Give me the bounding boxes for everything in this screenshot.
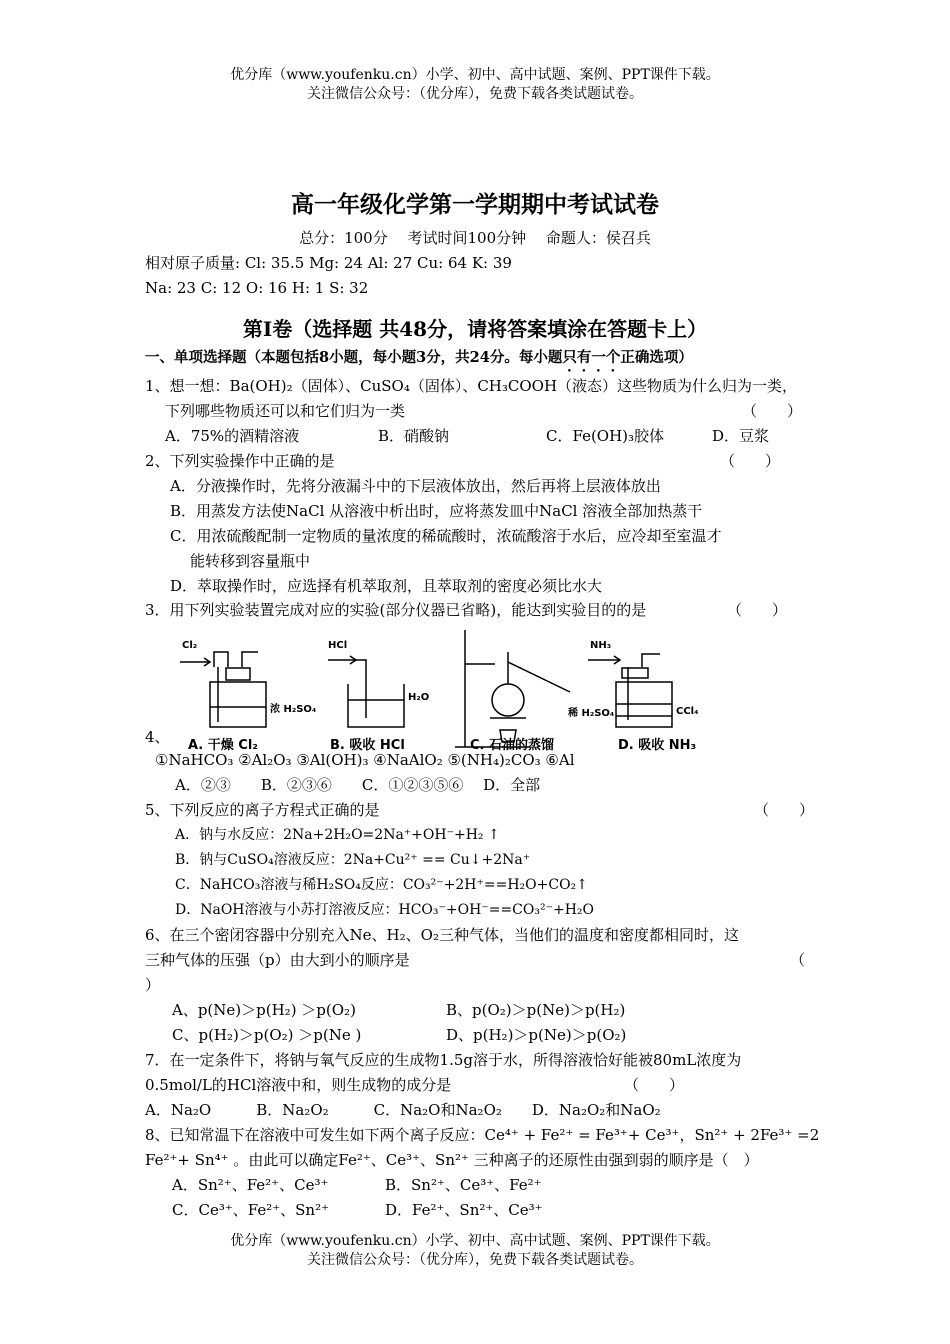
- d-liquid2-label: CCl₄: [676, 706, 699, 717]
- section-heading: 第Ⅰ卷（选择题 共48分，请将答案填涂在答题卡上）: [242, 317, 708, 341]
- q6-option-c: C、p(H₂)＞p(O₂) ＞p(Ne ): [172, 1026, 362, 1044]
- q2-stem: 2、下列实验操作中正确的是: [145, 452, 335, 470]
- b-liquid-label: H₂O: [408, 692, 430, 703]
- c-flask: [492, 684, 524, 716]
- q7-stem-1: 7．在一定条件下，将钠与氧气反应的生成物1.5g溶于水，所得溶液恰好能被80mL浓度为: [145, 1051, 742, 1069]
- page-title: 高一年级化学第一学期期中考试试卷: [291, 191, 659, 218]
- q8-stem-1: 8、已知常温下在溶液中可发生如下两个离子反应：Ce⁴⁺ + Fe²⁺ = Fe³⁺+ Ce³⁺，Sn²⁺ + 2Fe³⁺ =2: [145, 1126, 820, 1144]
- q7-answer-paren: （ ）: [624, 1076, 685, 1094]
- part-heading: [145, 348, 693, 375]
- q8-option-a: A．Sn²⁺、Fe²⁺、Ce³⁺: [172, 1176, 329, 1194]
- footer-line-2: 关注微信公众号：（优分库），免费下载各类试题试卷。: [307, 1252, 643, 1268]
- b-tube: [356, 660, 366, 718]
- q1-stem-1: 1、想一想：Ba(OH)₂（固体）、CuSO₄（固体）、CH₃COOH（液态）这些物质为什么归为一类，: [145, 377, 798, 395]
- q2-answer-paren: （ ）: [720, 452, 781, 470]
- q6-paren-left: （: [790, 951, 806, 969]
- atomic-mass-line-2: Na: 23 C: 12 O: 16 H: 1 S: 32: [145, 279, 369, 297]
- q1-stem-2: 下列哪些物质还可以和它们归为一类: [165, 402, 406, 420]
- a-gas-label: Cl₂: [182, 640, 198, 651]
- q4-items: ①NaHCO₃ ②Al₂O₃ ③Al(OH)₃ ④NaAlO₂ ⑤(NH₄)₂CO₃ ⑥Al: [155, 751, 575, 769]
- footer-line-1: 优分库（www.youfenku.cn）小学、初中、高中试题、案例、PPT课件下载。: [230, 1233, 720, 1249]
- a-stopper: [226, 668, 250, 680]
- q1-option-d: D．豆浆: [712, 427, 770, 445]
- q3-stem: 3．用下列实验装置完成对应的实验(部分仪器已省略)，能达到实验目的的是: [145, 601, 647, 619]
- q2-option-d: D．萃取操作时，应选择有机萃取剂，且萃取剂的密度必须比水大: [170, 577, 603, 595]
- part-heading-emphasis: 只有一个: [562, 349, 621, 366]
- b-beaker: [348, 684, 404, 727]
- q2-option-b: B．用蒸发方法使NaCl 从溶液中析出时，应将蒸发皿中NaCl 溶液全部加热蒸干: [170, 502, 703, 520]
- q7-stem-2: 0.5mol/L的HCl溶液中和，则生成物的成分是: [145, 1076, 452, 1094]
- q8-option-c: C．Ce³⁺、Fe²⁺、Sn²⁺: [172, 1201, 330, 1219]
- q6-option-b: B、p(O₂)＞p(Ne)＞p(H₂): [446, 1001, 626, 1019]
- part-heading-prefix: 一、单项选择题（本题包括8小题，每小题3分，共24分。每小题: [145, 349, 563, 366]
- q1-option-c: C．Fe(OH)₃胶体: [546, 427, 665, 445]
- part-heading-suffix: 正确选项）: [620, 349, 693, 366]
- a-inlet-bend: [214, 652, 228, 667]
- q8-option-d: D．Fe²⁺、Sn²⁺、Ce³⁺: [385, 1201, 543, 1219]
- q6-paren-right: ）: [145, 976, 161, 994]
- q2-option-c-1: C．用浓硫酸配制一定物质的量浓度的稀硫酸时，浓硫酸溶于水后，应冷却至室温才: [170, 527, 722, 545]
- q7-options: A．Na₂O B．Na₂O₂ C．Na₂O和Na₂O₂ D．Na₂O₂和NaO₂: [145, 1101, 661, 1119]
- header-line-2: 关注微信公众号：（优分库），免费下载各类试题试卷。: [307, 86, 643, 102]
- q2-option-a: A．分液操作时，先将分液漏斗中的下层液体放出，然后再将上层液体放出: [170, 477, 661, 495]
- q5-stem: 5、下列反应的离子方程式正确的是: [145, 801, 380, 819]
- q5-answer-paren: （ ）: [754, 801, 815, 819]
- d-liquid1-label: 稀 H₂SO₄: [568, 708, 615, 719]
- q5-option-b: B．钠与CuSO₄溶液反应：2Na+Cu²⁺ == Cu↓+2Na⁺: [175, 852, 531, 868]
- d-caption: D. 吸收 NH₃: [618, 738, 697, 753]
- header-line-1: 优分库（www.youfenku.cn）小学、初中、高中试题、案例、PPT课件下载。: [230, 67, 720, 83]
- q1-option-b: B．硝酸钠: [378, 427, 450, 445]
- q2-option-c-2: 能转移到容量瓶中: [190, 552, 311, 570]
- exam-meta: 总分：100分 考试时间100分钟 命题人：侯召兵: [299, 229, 651, 247]
- q4-number: 4、: [145, 728, 170, 746]
- q6-stem-2: 三种气体的压强（p）由大到小的顺序是: [145, 951, 410, 969]
- q3-answer-paren: （ ）: [727, 601, 788, 619]
- d-stopper: [622, 668, 648, 678]
- q3-apparatus-figure: [170, 622, 730, 757]
- q6-stem-1: 6、在三个密闭容器中分别充入Ne、H₂、O₂三种气体，当他们的温度和密度都相同时，这: [145, 926, 739, 944]
- q8-option-b: B．Sn²⁺、Ce³⁺、Fe²⁺: [385, 1176, 542, 1194]
- q5-option-c: C．NaHCO₃溶液与稀H₂SO₄反应：CO₃²⁻+2H⁺==H₂O+CO₂↑: [175, 877, 588, 893]
- q1-option-a: A．75%的酒精溶液: [165, 427, 300, 445]
- q8-stem-2: Fe²⁺+ Sn⁴⁺ 。由此可以确定Fe²⁺、Ce³⁺、Sn²⁺ 三种离子的还原性由强到弱的顺序是（ ）: [145, 1151, 759, 1169]
- q5-option-d: D．NaOH溶液与小苏打溶液反应：HCO₃⁻+OH⁻==CO₃²⁻+H₂O: [175, 902, 595, 918]
- a-outlet-bend: [242, 652, 258, 667]
- q4-options: A．②③ B．②③⑥ C．①②③⑤⑥ D．全部: [175, 776, 541, 794]
- d-gas-label: NH₃: [590, 640, 612, 651]
- q6-option-a: A、p(Ne)＞p(H₂) ＞p(O₂): [172, 1001, 356, 1019]
- a-caption: A. 干燥 Cl₂: [188, 738, 258, 753]
- q1-answer-paren: （ ）: [742, 402, 803, 420]
- d-outlet-bend: [642, 654, 660, 667]
- q6-option-d: D、p(H₂)＞p(Ne)＞p(O₂): [446, 1026, 627, 1044]
- a-liquid-label: 浓 H₂SO₄: [270, 704, 317, 715]
- q5-option-a: A．钠与水反应：2Na+2H₂O=2Na⁺+OH⁻+H₂ ↑: [175, 827, 500, 843]
- atomic-mass-line-1: 相对原子质量: Cl: 35.5 Mg: 24 Al: 27 Cu: 64 K: 39: [145, 254, 512, 272]
- c-caption: C. 石油的蒸馏: [470, 738, 555, 753]
- b-gas-label: HCl: [328, 640, 348, 651]
- b-caption: B. 吸收 HCl: [330, 738, 405, 753]
